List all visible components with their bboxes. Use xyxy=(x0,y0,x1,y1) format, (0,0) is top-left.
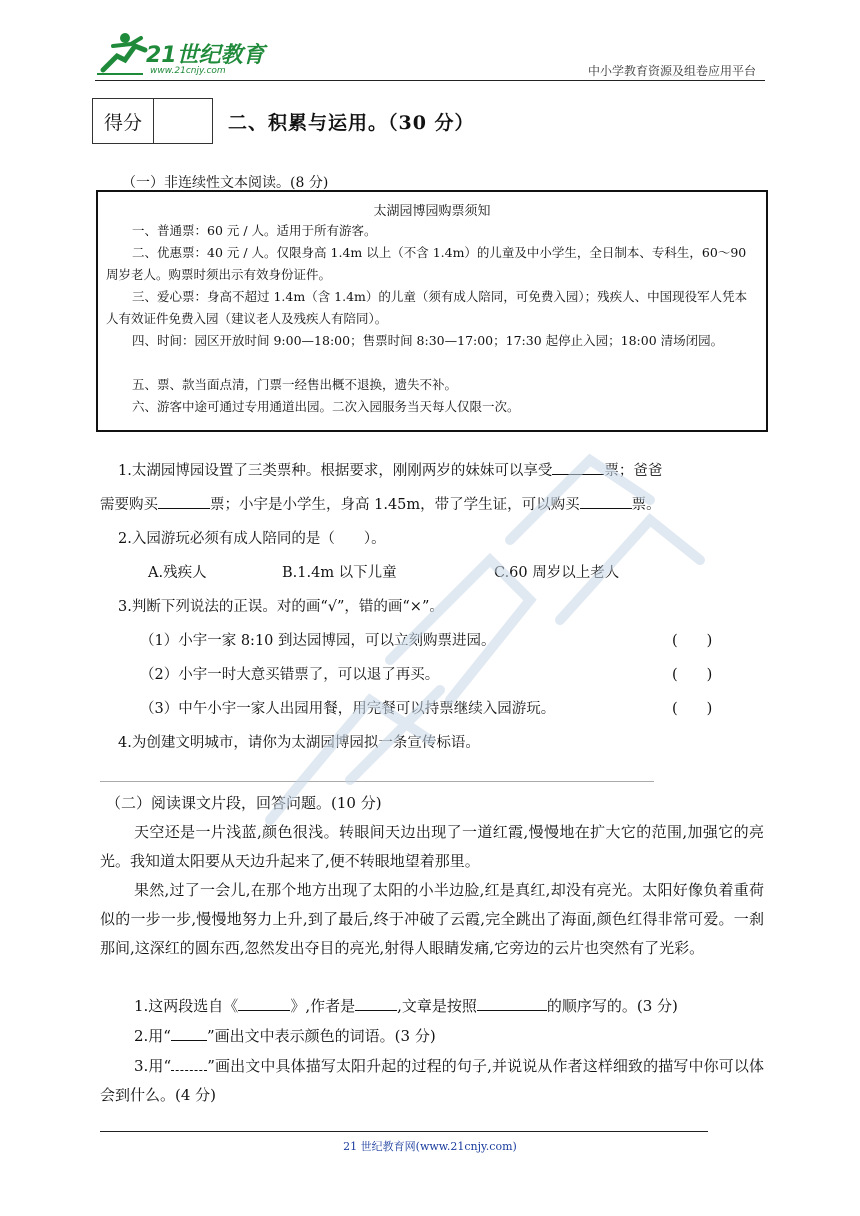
notice-item: 三、爱心票：身高不超过 1.4m（含 1.4m）的儿童（须有成人陪同，可免费入园）；残疾人、中国现役军人凭本人有效证件免费入园（建议老人及残疾人有陪同）。 xyxy=(106,289,748,326)
question-4: 4.为创建文明城市，请你为太湖园博园拟一条宣传标语。 xyxy=(118,735,480,751)
part2-heading: （二）阅读课文片段，回答问题。(10 分) xyxy=(106,794,382,812)
answer-line[interactable] xyxy=(100,781,654,782)
logo-url: www.21cnjy.com xyxy=(150,66,226,76)
notice-item: 四、时间：园区开放时间 9:00—18:00；售票时间 8:30—17:00；17:30 起停止入园；18:00 清场闭园。 xyxy=(132,333,724,348)
question-1: 1.太湖园博园设置了三类票种。根据要求，刚刚两岁的妹妹可以享受 票；爸爸 需要购买 票；小宇是小学生，身高 1.45m，带了学生证，可以购买 票。 xyxy=(100,454,764,522)
passage-paragraph: 果然,过了一会儿,在那个地方出现了太阳的小半边脸,红是真红,却没有亮光。太阳好像负着重荷似的一步一步,慢慢地努力上升,到了最后,终于冲破了云霞,完全跳出了海面,颜色红得非常可爱。一刹那间,这深红的圆东西,忽然发出夺目的亮光,射得人眼睛发痛,它旁边的云片也突然有了光彩。 xyxy=(100,881,764,957)
notice-item: 六、游客中途可通过专用通道出园。二次入园服务当天每人仅限一次。 xyxy=(132,399,520,414)
judge-item-2: （2）小宇一时大意买错票了，可以退了再买。 xyxy=(140,667,440,683)
logo-text: 21世纪教育 xyxy=(146,43,265,68)
p2-question-1: 1.这两段选自《 》,作者是 ,文章是按照 的顺序写的。(3 分) xyxy=(134,992,678,1021)
answer-blank[interactable] xyxy=(477,992,547,1011)
score-label: 得分 xyxy=(93,99,154,143)
footer-divider xyxy=(100,1131,708,1132)
notice-item: 五、票、款当面点清，门票一经售出概不退换，遗失不补。 xyxy=(132,377,458,392)
option-a[interactable]: A.残疾人 xyxy=(148,565,207,581)
judge-item-3: （3）中午小宇一家人出园用餐，用完餐可以持票继续入园游玩。 xyxy=(140,701,556,717)
option-b[interactable]: B.1.4m 以下儿童 xyxy=(282,565,397,581)
score-box xyxy=(92,98,213,144)
judge-answer-3[interactable]: ( ) xyxy=(672,701,713,717)
header-divider xyxy=(95,80,765,81)
notice-item: 一、普通票：60 元 / 人。适用于所有游客。 xyxy=(132,223,377,238)
platform-tagline: 中小学教育资源及组卷应用平台 xyxy=(587,64,756,78)
answer-blank[interactable] xyxy=(552,456,604,475)
answer-blank[interactable] xyxy=(355,992,397,1011)
part1-heading: （一）非连续性文本阅读。(8 分) xyxy=(122,175,329,191)
score-field[interactable] xyxy=(154,99,212,143)
answer-blank[interactable] xyxy=(580,490,632,509)
notice-item: 二、优惠票：40 元 / 人。仅限身高 1.4m 以上（不含 1.4m）的儿童及中小学生，全日制本、专科生，60～90 周岁老人。购票时须出示有效身份证件。 xyxy=(106,245,747,282)
judge-item-1: （1）小宇一家 8:10 到达园博园，可以立刻购票进园。 xyxy=(140,633,496,649)
answer-blank[interactable] xyxy=(158,490,210,509)
question-3: 3.判断下列说法的正误。对的画“√”，错的画“×”。 xyxy=(118,599,444,615)
notice-title: 太湖园博园购票须知 xyxy=(373,204,491,219)
p2-question-3: 3.用“ ”画出文中具体描写太阳升起的过程的句子,并说说从作者这样细致的描写中你可以体会到什么。(4 分) xyxy=(100,1052,764,1110)
judge-answer-1[interactable]: ( ) xyxy=(672,633,713,649)
footer-text: 21 世纪教育网(www.21cnjy.com) xyxy=(343,1140,517,1153)
judge-answer-2[interactable]: ( ) xyxy=(672,667,713,683)
option-c[interactable]: C.60 周岁以上老人 xyxy=(494,565,620,581)
wavy-line-sample xyxy=(171,1052,207,1071)
p2-question-2: 2.用“ ”画出文中表示颜色的词语。(3 分) xyxy=(134,1022,436,1051)
answer-blank[interactable] xyxy=(238,992,290,1011)
ticket-notice-box xyxy=(96,190,768,432)
question-2: 2.入园游玩必须有成人陪同的是（ ）。 xyxy=(118,531,386,547)
passage-paragraph: 天空还是一片浅蓝,颜色很浅。转眼间天边出现了一道红霞,慢慢地在扩大它的范围,加强它的亮光。我知道太阳要从天边升起来了,便不转眼地望着那里。 xyxy=(100,823,764,870)
section-title: 二、积累与运用。（30 分） xyxy=(228,112,475,134)
underline-sample xyxy=(171,1022,207,1041)
